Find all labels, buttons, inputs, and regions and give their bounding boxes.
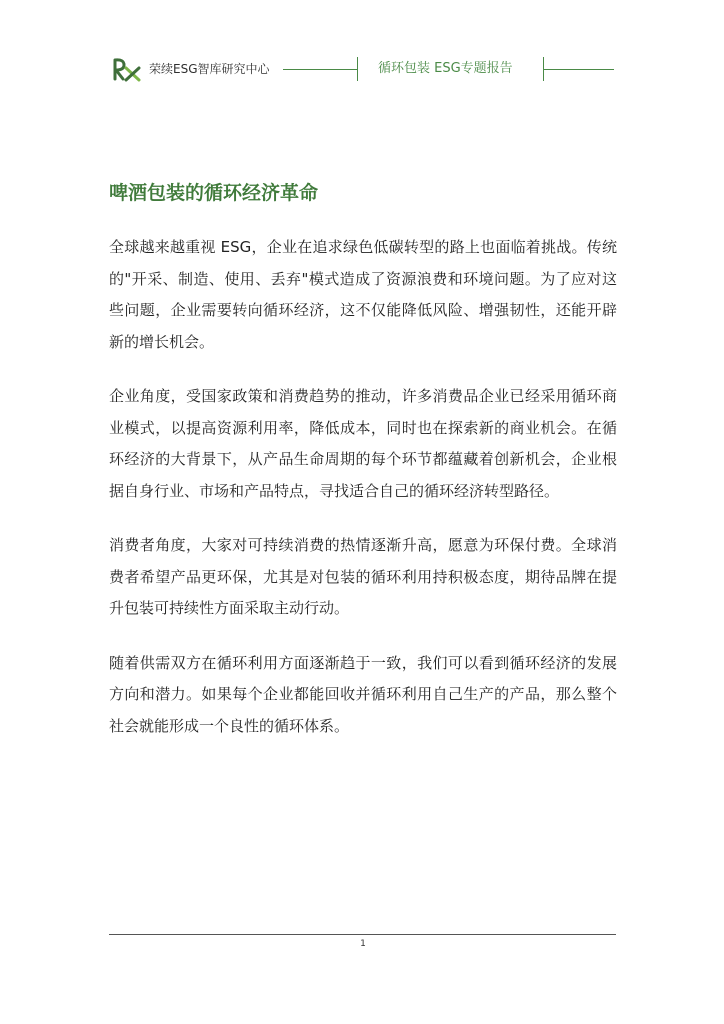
paragraph-3: 消费者角度，大家对可持续消费的热情逐渐升高，愿意为环保付费。全球消费者希望产品更环保，尤其是对包装的循环利用持积极态度，期待品牌在提升包装可持续性方面采取主动行动。 xyxy=(109,536,617,617)
page-header xyxy=(111,54,614,84)
paragraph-1: 全球越来越重视 ESG，企业在追求绿色低碳转型的路上也面临着挑战。传统的"开采、制造、使用、丢弃"模式造成了资源浪费和环境问题。为了应对这些问题，企业需要转向循环经济，这不仅能降低风险、增强韧性，还能开辟新的增长机会。 xyxy=(109,238,617,351)
paragraph-2: 企业角度，受国家政策和消费趋势的推动，许多消费品企业已经采用循环商业模式，以提高资源利用率，降低成本，同时也在探索新的商业机会。在循环经济的大背景下，从产品生命周期的每个环节都蕴藏着创新机会，企业根据自身行业、市场和产品特点，寻找适合自己的循环经济转型路径。 xyxy=(109,387,617,500)
report-title: 循环包装 ESG专题报告 xyxy=(378,61,513,76)
footer-rule xyxy=(109,934,616,935)
rx-logo-icon xyxy=(111,56,143,82)
page-number: 1 xyxy=(360,939,366,949)
header-rule-left xyxy=(283,69,358,70)
org-name: 荣续ESG智库研究中心 xyxy=(149,62,270,76)
paragraph-4: 随着供需双方在循环利用方面逐渐趋于一致，我们可以看到循环经济的发展方向和潜力。如果每个企业都能回收并循环利用自己生产的产品，那么整个社会就能形成一个良性的循环体系。 xyxy=(109,653,617,735)
article-body xyxy=(109,232,617,765)
article-title: 啤酒包装的循环经济革命 xyxy=(109,182,319,204)
header-rule-right xyxy=(544,69,614,70)
header-divider-left xyxy=(357,57,358,81)
